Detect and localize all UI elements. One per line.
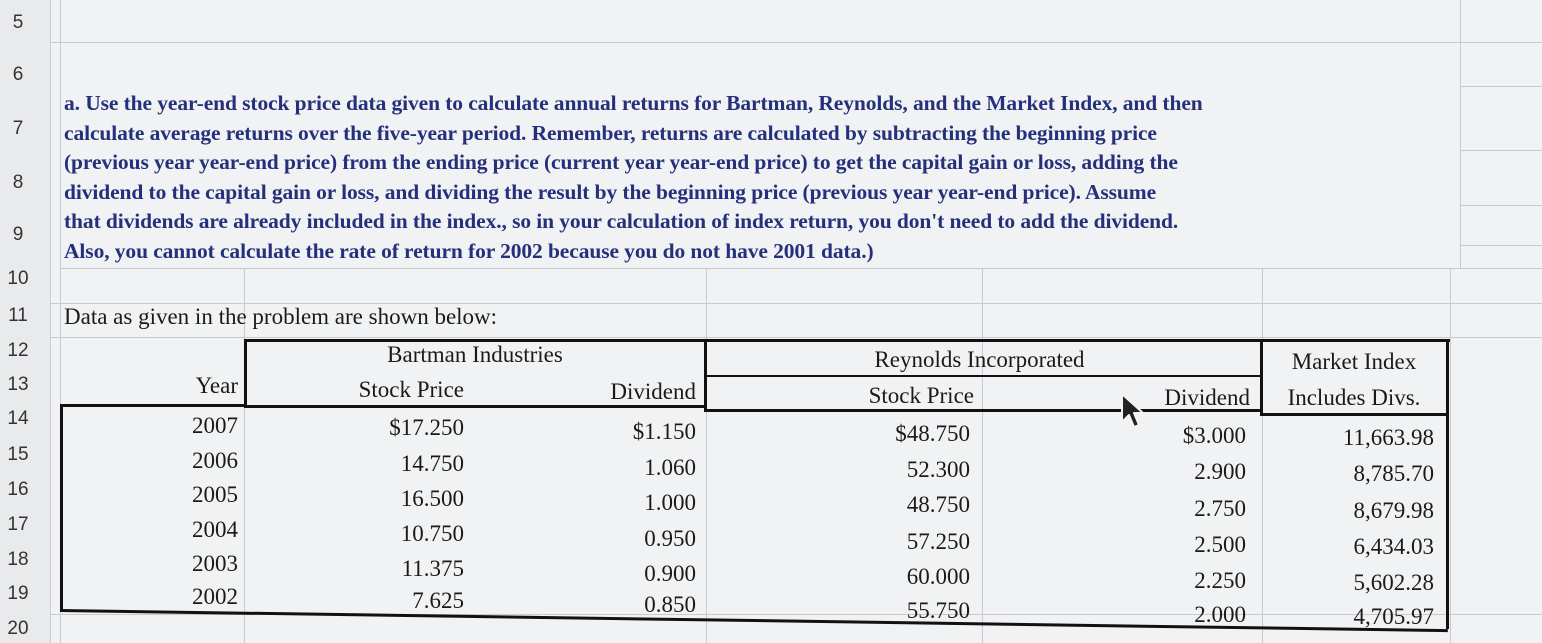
bartman-price-cell[interactable]: 14.750 <box>400 451 464 476</box>
table-border <box>244 339 247 405</box>
market-index-cell[interactable]: 6,434.03 <box>1353 534 1434 559</box>
market-index-cell[interactable]: 8,785.70 <box>1353 461 1434 486</box>
bartman-price-cell[interactable]: 10.750 <box>400 521 464 546</box>
table-border <box>704 339 707 409</box>
bartman-price-cell[interactable]: 7.625 <box>412 588 464 613</box>
table-border <box>1260 413 1448 416</box>
year-cell[interactable]: 2007 <box>192 413 238 438</box>
row-number[interactable]: 12 <box>7 340 29 361</box>
reynolds-price-cell[interactable]: 55.750 <box>906 598 970 623</box>
bartman-dividend-cell[interactable]: 0.900 <box>644 561 696 586</box>
year-cell[interactable]: 2002 <box>192 584 238 609</box>
header-reynolds[interactable]: Reynolds Incorporated <box>874 347 1085 372</box>
year-cell[interactable]: 2006 <box>192 448 238 473</box>
gridline <box>706 268 707 643</box>
reynolds-price-cell[interactable]: 52.300 <box>906 457 970 482</box>
header-includes-divs[interactable]: Includes Divs. <box>1287 385 1421 410</box>
instruction-line: calculate average returns over the five-year period. Remember, returns are calculated by subtracting the beginning price <box>64 120 1157 145</box>
instruction-line: a. Use the year-end stock price data given to calculate annual returns for Bartman, Reynolds, and the Market Index, and then <box>64 91 1203 115</box>
gridline <box>982 268 983 643</box>
table-border <box>60 404 246 407</box>
row-number[interactable]: 19 <box>7 583 29 604</box>
gridline <box>1450 268 1451 643</box>
row-number[interactable]: 5 <box>12 12 24 33</box>
row-number[interactable]: 10 <box>7 268 29 289</box>
market-index-cell[interactable]: 4,705.97 <box>1353 604 1434 629</box>
gridline <box>1262 268 1263 643</box>
reynolds-dividend-cell[interactable]: 2.500 <box>1194 532 1246 557</box>
bartman-price-cell[interactable]: $17.250 <box>389 415 464 440</box>
row-number[interactable]: 18 <box>7 549 29 570</box>
table-border <box>1260 339 1263 413</box>
table-border <box>1446 339 1449 629</box>
gridline <box>1460 205 1542 206</box>
header-dividend-bartman[interactable]: Dividend <box>610 379 696 404</box>
instruction-line: that dividends are already included in the index., so in your calculation of index return, you don't need to add the dividend. <box>64 209 1179 233</box>
reynolds-price-cell[interactable]: 57.250 <box>906 529 970 554</box>
mouse-pointer-icon <box>1118 392 1146 430</box>
header-dividend-reynolds[interactable]: Dividend <box>1164 385 1250 410</box>
market-index-cell[interactable]: 5,602.28 <box>1353 570 1434 595</box>
gridline <box>50 42 1542 43</box>
gridline <box>1460 245 1542 246</box>
row-number[interactable]: 15 <box>7 444 29 465</box>
header-market-index[interactable]: Market Index <box>1291 349 1417 374</box>
gridline <box>1460 86 1542 87</box>
bartman-dividend-cell[interactable]: $1.150 <box>632 419 696 444</box>
row-number[interactable]: 17 <box>7 514 29 535</box>
table-border <box>60 404 63 612</box>
row-number[interactable]: 16 <box>7 479 29 500</box>
instruction-line: Also, you cannot calculate the rate of return for 2002 because you do not have 2001 data.) <box>64 238 874 263</box>
bartman-price-cell[interactable]: 16.500 <box>400 486 464 511</box>
header-stock-price-reynolds[interactable]: Stock Price <box>868 383 974 408</box>
bartman-dividend-cell[interactable]: 1.060 <box>644 455 696 480</box>
header-stock-price-bartman[interactable]: Stock Price <box>358 377 464 402</box>
header-bartman[interactable]: Bartman Industries <box>387 342 563 367</box>
row-number[interactable]: 14 <box>7 408 29 429</box>
row-header-column <box>0 0 51 643</box>
row-number[interactable]: 13 <box>7 374 29 395</box>
reynolds-dividend-cell[interactable]: $3.000 <box>1182 423 1246 448</box>
row-number[interactable]: 9 <box>12 224 24 245</box>
row-number[interactable]: 8 <box>12 172 24 193</box>
reynolds-dividend-cell[interactable]: 2.750 <box>1194 496 1246 521</box>
gridline <box>50 337 1542 338</box>
gridline <box>60 268 1542 269</box>
data-caption-cell[interactable]: Data as given in the problem are shown below: <box>64 304 498 329</box>
bartman-dividend-cell[interactable]: 0.850 <box>644 592 696 617</box>
year-cell[interactable]: 2004 <box>192 517 238 542</box>
reynolds-dividend-cell[interactable]: 2.000 <box>1194 602 1246 627</box>
market-index-cell[interactable]: 8,679.98 <box>1353 498 1434 523</box>
row-number[interactable]: 11 <box>8 305 28 326</box>
instructions-cell[interactable] <box>64 89 1460 266</box>
year-cell[interactable]: 2005 <box>192 482 238 507</box>
row-number[interactable]: 7 <box>12 118 24 139</box>
gridline <box>1460 150 1542 151</box>
row-number[interactable]: 20 <box>7 618 29 639</box>
reynolds-price-cell[interactable]: $48.750 <box>895 421 970 446</box>
year-cell[interactable]: 2003 <box>192 551 238 576</box>
header-year[interactable]: Year <box>195 373 238 398</box>
reynolds-dividend-cell[interactable]: 2.250 <box>1194 568 1246 593</box>
reynolds-price-cell[interactable]: 60.000 <box>906 564 970 589</box>
market-index-cell[interactable]: 11,663.98 <box>1342 425 1434 450</box>
reynolds-dividend-cell[interactable]: 2.900 <box>1194 459 1246 484</box>
bartman-dividend-cell[interactable]: 1.000 <box>644 490 696 515</box>
reynolds-price-cell[interactable]: 48.750 <box>906 492 970 517</box>
table-border <box>704 375 1260 377</box>
gridline <box>1460 0 1461 268</box>
instruction-line: (previous year year-end price) from the ending price (current year year-end price) to get the capital gain or loss, adding the <box>64 150 1178 174</box>
row-number[interactable]: 6 <box>12 64 24 85</box>
bartman-dividend-cell[interactable]: 0.950 <box>644 526 696 551</box>
table-border <box>244 405 706 408</box>
instruction-line: dividend to the capital gain or loss, and dividing the result by the beginning price (previous year year-end price). Assume <box>64 179 1157 204</box>
bartman-price-cell[interactable]: 11.375 <box>401 556 464 581</box>
